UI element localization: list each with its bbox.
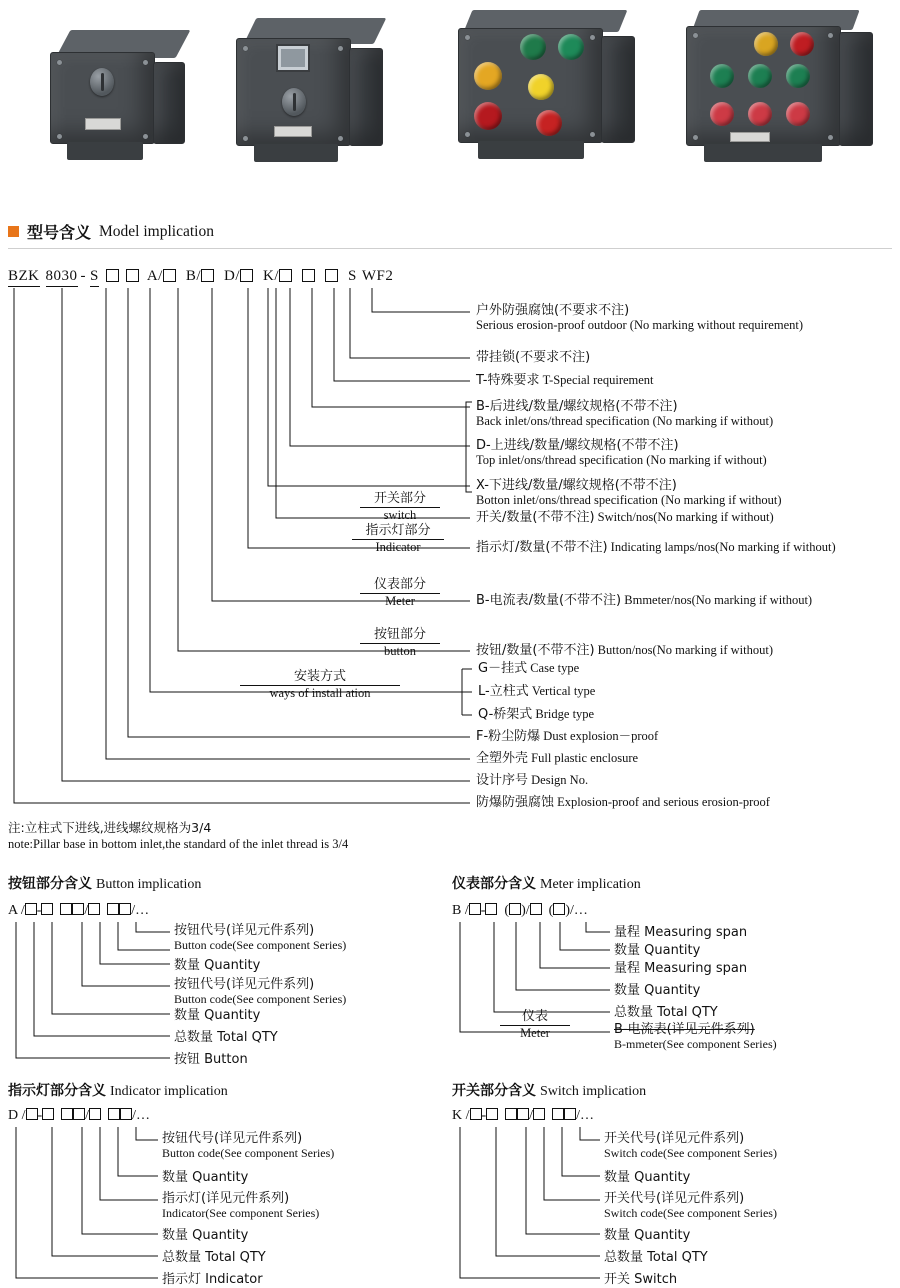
- enclosure-side: [153, 62, 185, 144]
- callout-back-inlet: B-后进线/数量/螺纹规格(不带不注) Back inlet/ons/thread specification (No marking if without): [476, 399, 774, 429]
- callout-ammeter-nos: B-电流表/数量(不带不注) Bmmeter/nos(No marking if without): [476, 593, 813, 608]
- section-title-en: Model implication: [99, 222, 214, 240]
- product-photo-rotary-switch: [45, 30, 195, 170]
- indicator-lamp-red: [790, 32, 814, 56]
- indicator-item-indicator: 指示灯 Indicator: [162, 1272, 263, 1287]
- code-b: B/: [185, 268, 202, 284]
- product-photo-strip: [0, 0, 900, 200]
- indicator-item-total: 总数量 Total QTY: [162, 1250, 266, 1265]
- meter-item-ammeter: B-电流表(详见元件系列) B-mmeter(See component Series): [614, 1022, 777, 1051]
- push-button-red-1: [710, 102, 734, 126]
- name-plate: [274, 126, 312, 137]
- name-plate: [85, 118, 121, 130]
- meter-item-qty-2: 数量 Quantity: [614, 983, 701, 998]
- rotary-knob: [282, 88, 306, 116]
- push-button-red-3: [786, 102, 810, 126]
- code-dash: -: [80, 268, 86, 284]
- callout-dust-explosion-proof: F-粉尘防爆 Dust explosion－proof: [476, 729, 659, 744]
- button-item-code-1: 按钮代号(详见元件系列) Button code(See component Series): [174, 923, 347, 952]
- model-code-row: [8, 268, 393, 287]
- name-plate: [730, 132, 770, 142]
- callout-switch-nos: 开关/数量(不带不注) Switch/nos(No marking if without): [476, 510, 774, 525]
- code-k: K/: [263, 268, 280, 284]
- switch-item-code-2: 开关代号(详见元件系列) Switch code(See component Series): [604, 1191, 777, 1220]
- code-a: A/: [146, 268, 163, 284]
- group-label-indicator: 指示灯部分 Indicator: [352, 524, 444, 554]
- enclosure-side: [601, 36, 635, 143]
- code-wf2: WF2: [361, 268, 394, 284]
- callout-case-type: G－挂式 Case type: [478, 661, 580, 676]
- indicator-lamp-red-2: [536, 110, 562, 136]
- subsection-heading-switch: 开关部分含义 Switch implication: [452, 1083, 647, 1099]
- code-box-2: [126, 269, 139, 282]
- meter-item-total: 总数量 Total QTY: [614, 1005, 718, 1020]
- subsection-code-button: A / - / /…: [8, 903, 150, 918]
- meter-item-span-2: 量程 Measuring span: [614, 961, 748, 976]
- group-label-switch: 开关部分 switch: [360, 492, 440, 522]
- subsection-code-switch: K / - / /…: [452, 1108, 594, 1123]
- code-s: S: [90, 268, 99, 287]
- push-button-green-1: [710, 64, 734, 88]
- switch-item-code-1: 开关代号(详见元件系列) Switch code(See component Series): [604, 1131, 777, 1160]
- code-box-1: [106, 269, 119, 282]
- indicator-item-indicator-code: 指示灯(详见元件系列) Indicator(See component Series): [162, 1191, 320, 1220]
- enclosure-side: [839, 32, 873, 146]
- indicator-lamp-amber: [754, 32, 778, 56]
- indicator-lamp-yellow: [528, 74, 554, 100]
- product-photo-meter: [230, 18, 400, 173]
- indicator-lamp-red-1: [474, 102, 502, 130]
- callout-explosion-erosion-proof: 防爆防强腐蚀 Explosion-proof and serious erosion-proof: [476, 795, 770, 810]
- product-photo-buttons: [680, 10, 880, 185]
- button-item-qty-2: 数量 Quantity: [174, 1008, 261, 1023]
- rotary-knob: [90, 68, 114, 96]
- indicator-lamp-green-2: [558, 34, 584, 60]
- code-box-3: [302, 269, 315, 282]
- code-8030: 8030: [46, 268, 78, 287]
- switch-item-qty-1: 数量 Quantity: [604, 1170, 691, 1185]
- callout-outdoor-erosion: 户外防强腐蚀(不要求不注) Serious erosion-proof outdoor (No marking without requirement): [476, 303, 804, 333]
- code-box-d: [240, 269, 253, 282]
- callout-indicating-lamps: 指示灯/数量(不带不注) Indicating lamps/nos(No marking if without): [476, 540, 836, 555]
- push-button-green-3: [786, 64, 810, 88]
- switch-item-total: 总数量 Total QTY: [604, 1250, 708, 1265]
- meter-item-qty-1: 数量 Quantity: [614, 943, 701, 958]
- product-photo-lamps: [450, 10, 640, 185]
- code-bzk: BZK: [8, 268, 40, 287]
- callout-special-requirement: T-特殊要求 T-Special requirement: [476, 373, 654, 388]
- group-label-button: 按钮部分 button: [360, 628, 440, 658]
- indicator-lamp-amber: [474, 62, 502, 90]
- enclosure-side: [349, 48, 383, 146]
- code-box-b: [201, 269, 214, 282]
- group-label-install-ways: 安装方式 ways of install ation: [240, 670, 400, 700]
- section-bullet-icon: [8, 226, 19, 237]
- callout-top-inlet: D-上进线/数量/螺纹规格(不带不注) Top inlet/ons/thread specification (No marking if without): [476, 438, 767, 468]
- switch-item-qty-2: 数量 Quantity: [604, 1228, 691, 1243]
- subsection-heading-button: 按钮部分含义 Button implication: [8, 876, 202, 892]
- switch-item-switch: 开关 Switch: [604, 1272, 678, 1287]
- callout-bottom-inlet: X-下进线/数量/螺纹规格(不带不注) Botton inlet/ons/thread specification (No marking if without): [476, 478, 782, 508]
- indicator-item-qty-1: 数量 Quantity: [162, 1170, 249, 1185]
- callout-button-nos: 按钮/数量(不带不注) Button/nos(No marking if without): [476, 643, 773, 658]
- code-s2: S: [348, 268, 357, 284]
- code-box-4: [325, 269, 338, 282]
- meter-window: [276, 44, 310, 72]
- meter-item-span-1: 量程 Measuring span: [614, 925, 748, 940]
- push-button-green-2: [748, 64, 772, 88]
- note-pillar-inlet: 注:立柱式下进线,进线螺纹规格为3/4 note:Pillar base in bottom inlet,the standard of the inlet thread is 3/4: [8, 820, 349, 852]
- callout-design-no: 设计序号 Design No.: [476, 773, 589, 788]
- button-item-total: 总数量 Total QTY: [174, 1030, 278, 1045]
- code-box-k: [279, 269, 292, 282]
- callout-bridge-type: Q-桥架式 Bridge type: [478, 707, 595, 722]
- subsection-code-meter: B / - ( )/ ( )/…: [452, 903, 588, 918]
- push-button-red-2: [748, 102, 772, 126]
- indicator-lamp-green-1: [520, 34, 546, 60]
- button-item-button: 按钮 Button: [174, 1052, 248, 1067]
- indicator-item-code: 按钮代号(详见元件系列) Button code(See component Series): [162, 1131, 335, 1160]
- subsection-heading-meter: 仪表部分含义 Meter implication: [452, 876, 641, 892]
- callout-full-plastic-enclosure: 全塑外壳 Full plastic enclosure: [476, 751, 639, 766]
- meter-group-label: 仪表 Meter: [500, 1010, 570, 1040]
- subsection-code-indicator: D / - / /…: [8, 1108, 150, 1123]
- callout-vertical-type: L-立柱式 Vertical type: [478, 684, 596, 699]
- code-box-a: [163, 269, 176, 282]
- callout-padlock: 带挂锁(不要求不注): [476, 350, 591, 365]
- subsection-heading-indicator: 指示灯部分含义 Indicator implication: [8, 1083, 228, 1099]
- section-divider: [8, 248, 892, 249]
- group-label-meter: 仪表部分 Meter: [360, 578, 440, 608]
- indicator-item-qty-2: 数量 Quantity: [162, 1228, 249, 1243]
- section-title-cn: 型号含义: [27, 223, 92, 242]
- button-item-code-2: 按钮代号(详见元件系列) Button code(See component Series): [174, 977, 347, 1006]
- section-heading-model-implication: [8, 220, 214, 243]
- code-d: D/: [224, 268, 241, 284]
- button-item-qty-1: 数量 Quantity: [174, 958, 261, 973]
- enclosure-body: [50, 52, 155, 144]
